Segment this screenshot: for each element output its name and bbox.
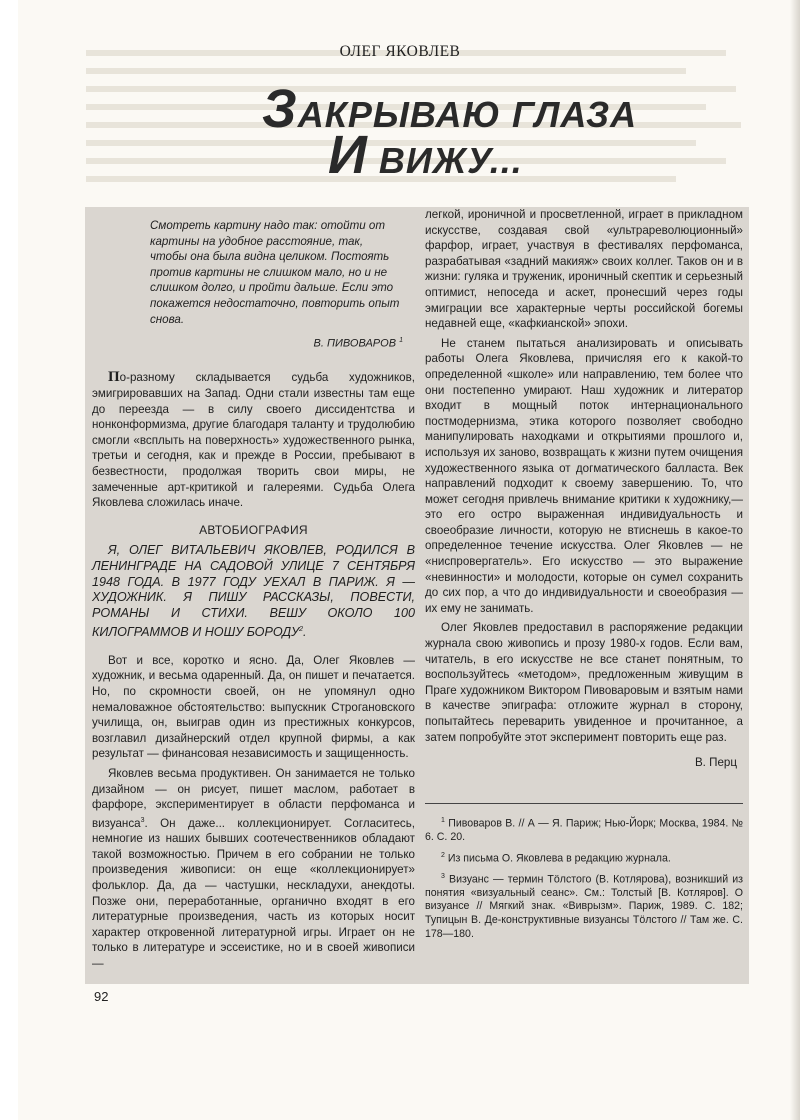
right-column <box>425 207 743 941</box>
article-body-panel <box>85 207 749 984</box>
footnote-1: $^1$ Пивоваров В. // А — Я. Париж; Нью-Йорк; Москва, 1984. № 6. С. 20. <box>425 816 743 843</box>
right-paragraph: Не станем пытаться анализировать и описывать работы Олега Яковлева, причисляя его к какой-то определенной «школе» или направлению, тем более что они постепенно умирают. Наш художник и литератор входит в мощный поток интернационального постмодернизма, этика которого позволяет свободно манипулировать находками и открытиями прошлого и, используя их заново, возвращать к жизни путем очищения художественного языка от догматического балласта. Век направлений подходит к своему завершению. То, что может сегодня привлечь внимание критики к художнику,— это его остро выраженная индивидуальность и своеобразие личности, которую не втиснешь в какое-то определенное течение искусства. Олег Яковлев — не «ниспровергатель». Его искусство — это выражение «невинности» и молодости, которые он сумел сохранить до сих пор, а что до индивидуальности и своеобразия — их ему не занимать. <box>425 336 743 615</box>
title-line-2-text: ВИЖУ... <box>367 140 523 181</box>
autobiography-text: Я, ОЛЕГ ВИТАЛЬЕВИЧ ЯКОВЛЕВ, РОДИЛСЯ В ЛЕНИНГРАДЕ НА САДОВОЙ УЛИЦЕ 7 СЕНТЯБРЯ 1948 ГОДА. В 1977 ГОДУ УЕХАЛ В ПАРИЖ. Я — ХУДОЖНИК. Я ПИШУ РАССКАЗЫ, ПОВЕСТИ, РОМАНЫ И СТИХИ. ВЕШУ ОКОЛО 100 КИЛОГРАММОВ И НОШУ БОРОДУ$^2$. <box>92 543 415 640</box>
left-paragraph-part-a: Яковлев весьма продуктивен. Он занимается не только дизайном — он рисует, пишет маслом, работает в фарфоре, экспериментирует в области перфоманса и визуанса <box>92 766 415 830</box>
left-paragraph: Вот и все, коротко и ясно. Да, Олег Яковлев — художник, и весьма одаренный. Да, он пишет и печатается. Но, по скромности своей, он не упомянул одно немаловажное обстоятельство: выпускник Строгановского училища, он, выиграв один из престижных конкурсов, возглавил дизайнерский отдел крупной фирмы, а как результат — финансовая независимость и защищенность. <box>92 653 415 761</box>
epigraph: Смотреть картину надо так: отойти от картины на удобное расстояние, так, чтобы она была видна целиком. Постоять против картины не слишком мало, но и не слишком долго, и пройти дальше. Если это покажется недостаточно, повторить опыт снова. <box>150 219 400 326</box>
epigraph-author: В. ПИВОВАРОВ <box>313 337 397 350</box>
title-line-2-capital: И <box>328 125 368 185</box>
footnote-ref-3[interactable]: 3 <box>140 816 145 824</box>
left-paragraph <box>92 766 415 972</box>
right-paragraph: легкой, ироничной и просветленной, играет в прикладном искусстве, создавая свой «ультрареволюционный» фарфор, играет, участвуя в фестивалях перфоманса, разрабатывая «задний макияж» своих коллег. Таков он и в жизни: гуляка и труженик, ироничный скептик и серьезный оптимист, непоседа и аскет, пронесший через годы эмиграции все характерные черты российской богемы недавней еще, «кафкианской» эпохи. <box>425 208 743 331</box>
autobiography-heading: АВТОБИОГРАФИЯ <box>199 522 308 537</box>
footnote-ref-1[interactable]: 1 <box>399 337 403 345</box>
intro-text: о-разному складывается судьба художников, эмигрировавших на Запад. Одни стали известны там еще до переезда — в силу своего диссидентства и нонконформизма, другие благодаря таланту и трудолюбию смогли «всплыть на поверхность» художественного рынка, третьи и сегодня, как и прежде в России, пребывают в безвестности, продолжая творить свои миры, не замеченные арт-критикой и галереями. Судьба Олега Яковлева сложилась иначе. <box>92 371 415 510</box>
intro-paragraph <box>92 370 415 510</box>
page-gutter-shadow <box>790 0 800 1120</box>
author-name: ОЛЕГ ЯКОВЛЕВ <box>339 43 461 60</box>
article-signature: В. Перц <box>694 756 737 770</box>
title-line-2 <box>328 124 523 186</box>
left-paragraph-part-b: . Он даже... коллекционирует. Согласитесь, немногие из наших бывших соотечественников обладают такой возможностью. Причем в его собрании не только произведения живописи: он еще «коллекционирует» фольклор. Да, да — частушки, нескладухи, анекдоты. Позже они, переработанные, органично входят в его литературные произведения, часть из которых носит характер откровенной литературной игры. Играет он не только в литературе и эссеистике, но и в своей живописи — <box>92 816 415 970</box>
footnote-divider <box>425 803 743 804</box>
footnote-ref-2[interactable]: 2 <box>299 625 304 633</box>
title-line-1-text: АКРЫВАЮ ГЛАЗА <box>297 94 638 135</box>
page-number: 92 <box>94 989 109 1004</box>
footnote-3: $^3$ Визуанс — термин Тӧлстого (В. Котлярова), возникший из понятия «визуальный сеанс». См.: Толстый [В. Котляров]. О визуансе // Мягкий знак. «Виврызм». Париж, 1989. С. 182; Тупицын В. Де-конструктивные визуансы Тӧлстого // Там же. С. 178—180. <box>425 872 743 940</box>
right-paragraph: Олег Яковлев предоставил в распоряжение редакции журнала свою живопись и прозу 1980-х годов. Если вам, читатель, в его искусстве не все станет понятным, то воспользуйтесь «методом», предложенным живущим в Праге художником Виктором Пивоваровым и взятым нами в качестве эпиграфа: отложите журнал в сторону, попытайтесь переварить увиденное и прочитанное, а затем попробуйте этот эксперимент повторить еще раз. <box>425 621 743 744</box>
footnote-2: $^2$ Из письма О. Яковлева в редакцию журнала. <box>441 851 671 865</box>
epigraph-source <box>92 333 403 352</box>
autobiography-body: Я, ОЛЕГ ВИТАЛЬЕВИЧ ЯКОВЛЕВ, РОДИЛСЯ В ЛЕНИНГРАДЕ НА САДОВОЙ УЛИЦЕ 7 СЕНТЯБРЯ 1948 ГОДА. В 1977 ГОДУ УЕХАЛ В ПАРИЖ. Я — ХУДОЖНИК. Я ПИШУ РАССКАЗЫ, ПОВЕСТИ, РОМАНЫ И СТИХИ. ВЕШУ ОКОЛО 100 КИЛОГРАММОВ И НОШУ БОРОДУ <box>92 543 415 640</box>
left-column <box>92 207 415 971</box>
drop-capital: П <box>108 369 120 386</box>
title-line-1-capital: З <box>262 79 298 139</box>
